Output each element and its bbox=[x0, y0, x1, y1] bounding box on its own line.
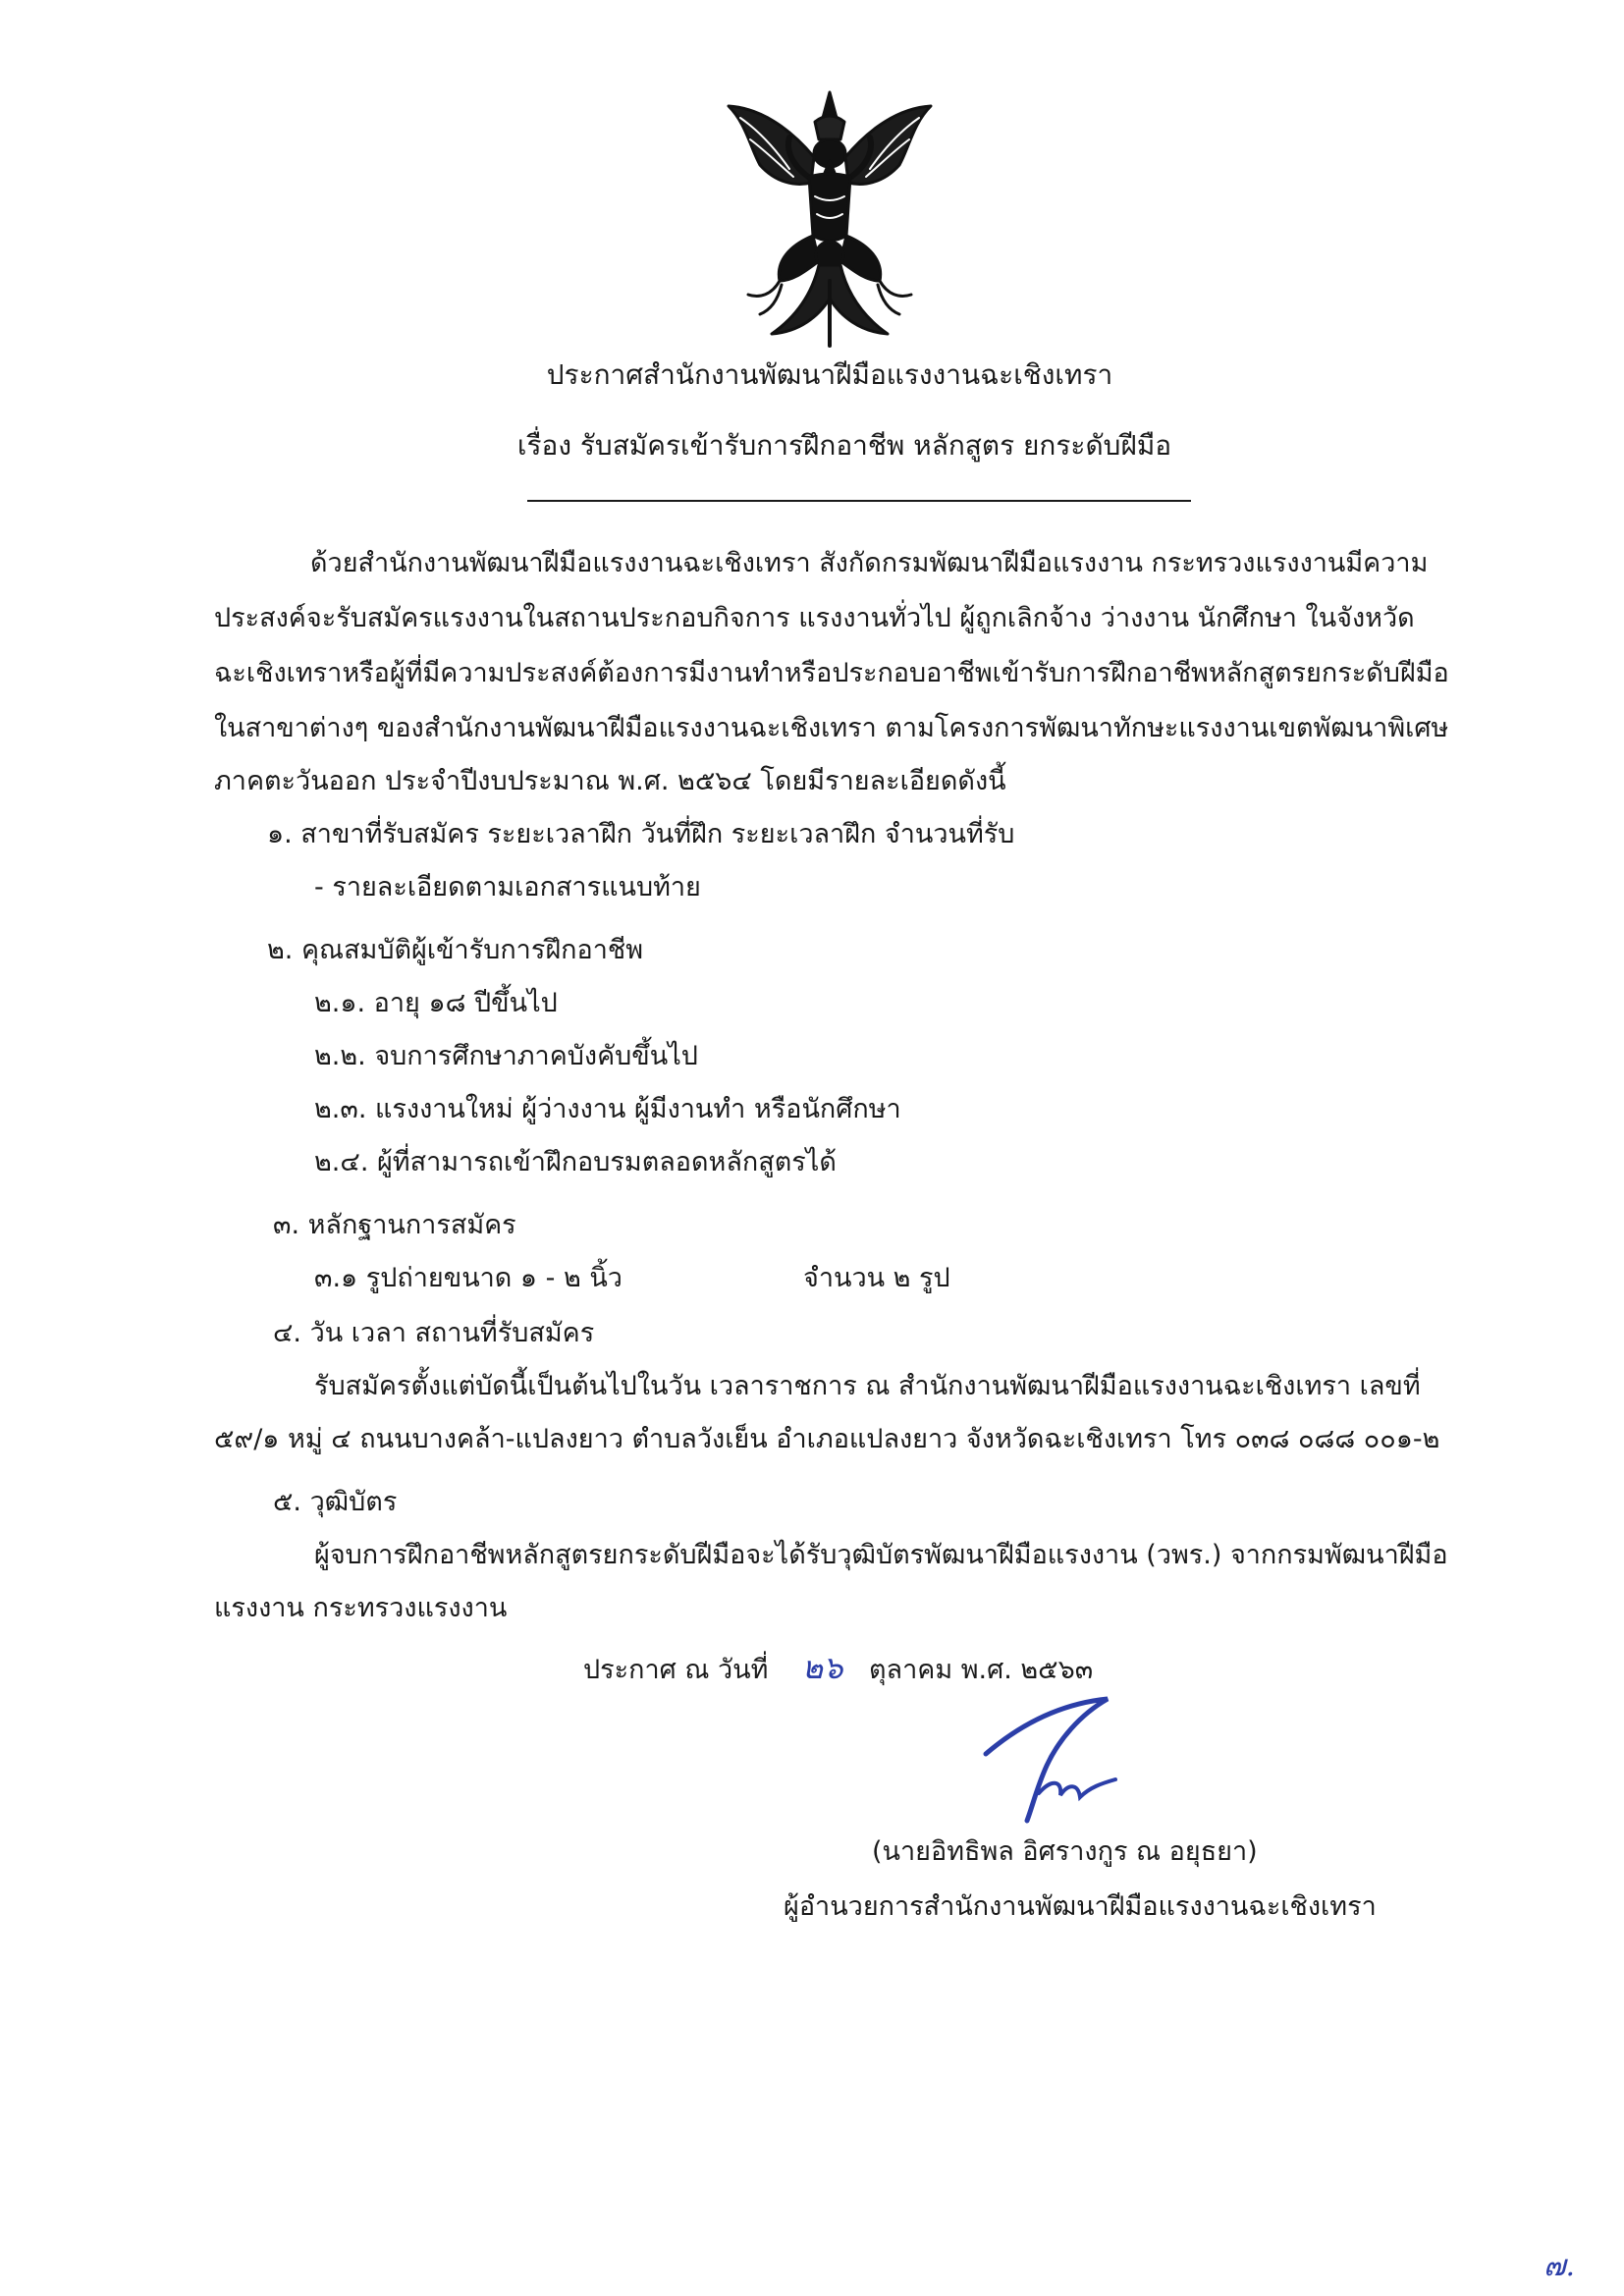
intro-line: ฉะเชิงเทราหรือผู้ที่มีความประสงค์ต้องการมีงานทำหรือประกอบอาชีพเข้ารับการฝึกอาชีพหลักสูตรยกระดับฝีมือ bbox=[214, 658, 1449, 688]
section-4-heading: ๔. วัน เวลา สถานที่รับสมัคร bbox=[273, 1318, 595, 1348]
intro-line: ประสงค์จะรับสมัครแรงงานในสถานประกอบกิจการ แรงงานทั่วไป ผู้ถูกเลิกจ้าง ว่างงาน นักศึกษา ในจังหวัด bbox=[214, 603, 1415, 633]
section-5-line: ผู้จบการฝึกอาชีพหลักสูตรยกระดับฝีมือจะได้รับวุฒิบัตรพัฒนาฝีมือแรงงาน (วพร.) จากกรมพัฒนาฝีมือ bbox=[314, 1540, 1448, 1570]
section-2-heading: ๒. คุณสมบัติผู้เข้ารับการฝึกอาชีพ bbox=[267, 935, 644, 965]
header-divider bbox=[527, 500, 1191, 502]
section-2-item: ๒.๑. อายุ ๑๘ ปีขึ้นไป bbox=[314, 988, 558, 1018]
date-suffix: ตุลาคม พ.ศ. ๒๕๖๓ bbox=[869, 1655, 1094, 1685]
announcement-subject: เรื่อง รับสมัครเข้ารับการฝึกอาชีพ หลักสูตร ยกระดับฝีมือ bbox=[516, 429, 1172, 462]
intro-line: ภาคตะวันออก ประจำปีงบประมาณ พ.ศ. ๒๕๖๔ โดยมีรายละเอียดดังนี้ bbox=[214, 766, 1006, 796]
announcement-issuer: ประกาศสำนักงานพัฒนาฝีมือแรงงานฉะเชิงเทรา bbox=[546, 358, 1113, 391]
intro-line: ด้วยสำนักงานพัฒนาฝีมือแรงงานฉะเชิงเทรา สังกัดกรมพัฒนาฝีมือแรงงาน กระทรวงแรงงานมีความ bbox=[310, 548, 1429, 578]
handwritten-day: ๒๖ bbox=[802, 1649, 843, 1686]
section-3-item: ๓.๑ รูปถ่ายขนาด ๑ - ๒ นิ้ว bbox=[314, 1263, 623, 1293]
section-4-line: ๕๙/๑ หมู่ ๔ ถนนบางคล้า-แปลงยาว ตำบลวังเย็น อำเภอแปลงยาว จังหวัดฉะเชิงเทรา โทร ๐๓๘ ๐๘๘ ๐๐๑-๒ bbox=[214, 1424, 1440, 1454]
announcement-date bbox=[583, 1650, 1093, 1688]
page-number: ๗. bbox=[1543, 2249, 1576, 2283]
date-prefix: ประกาศ ณ วันที่ bbox=[583, 1655, 769, 1685]
section-3-heading: ๓. หลักฐานการสมัคร bbox=[273, 1210, 516, 1240]
signatory-name: (นายอิทธิพล อิศรางกูร ณ อยุธยา) bbox=[872, 1836, 1258, 1867]
signature-icon bbox=[978, 1689, 1145, 1827]
section-5-heading: ๕. วุฒิบัตร bbox=[273, 1487, 398, 1517]
section-2-item: ๒.๒. จบการศึกษาภาคบังคับขึ้นไป bbox=[314, 1041, 698, 1071]
intro-line: ในสาขาต่างๆ ของสำนักงานพัฒนาฝีมือแรงงานฉะเชิงเทรา ตามโครงการพัฒนาทักษะแรงงานเขตพัฒนาพิเศษ bbox=[214, 713, 1449, 743]
signatory-title: ผู้อำนวยการสำนักงานพัฒนาฝีมือแรงงานฉะเชิงเทรา bbox=[784, 1891, 1377, 1922]
section-1-detail: - รายละเอียดตามเอกสารแนบท้าย bbox=[314, 872, 701, 902]
section-3-quantity: จำนวน ๒ รูป bbox=[803, 1263, 950, 1293]
section-4-line: รับสมัครตั้งแต่บัดนี้เป็นต้นไปในวัน เวลาราชการ ณ สำนักงานพัฒนาฝีมือแรงงานฉะเชิงเทรา เลขที่ bbox=[314, 1371, 1421, 1401]
garuda-emblem-icon bbox=[721, 88, 939, 354]
section-1-heading: ๑. สาขาที่รับสมัคร ระยะเวลาฝึก วันที่ฝึก ระยะเวลาฝึก จำนวนที่รับ bbox=[267, 819, 1015, 849]
section-2-item: ๒.๔. ผู้ที่สามารถเข้าฝึกอบรมตลอดหลักสูตรได้ bbox=[314, 1147, 837, 1177]
section-5-line: แรงงาน กระทรวงแรงงาน bbox=[214, 1593, 508, 1623]
section-2-item: ๒.๓. แรงงานใหม่ ผู้ว่างงาน ผู้มีงานทำ หรือนักศึกษา bbox=[314, 1094, 901, 1124]
